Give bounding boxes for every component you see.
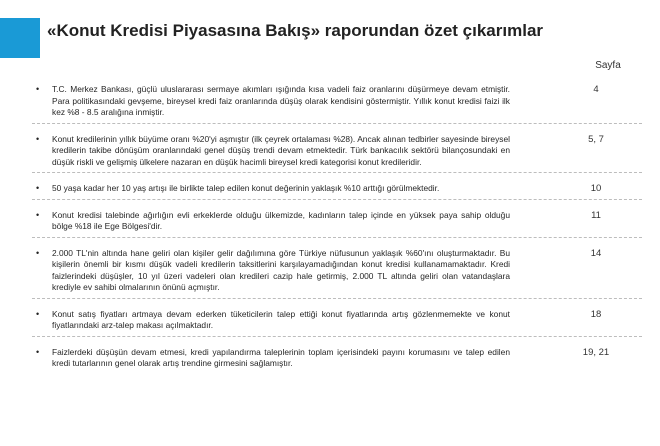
page-reference: 19, 21 [582, 346, 610, 358]
bullet: • [36, 84, 40, 94]
summary-row [32, 307, 642, 337]
summary-list [32, 82, 642, 382]
summary-text: Konut kredilerinin yıllık büyüme oranı %20'yi aşmıştır (ilk çeyrek ortalaması %28). Ancak alınan tedbirler sayesinde bireysel kredilerin takibe dönüşüm oranlarındaki genel düşüş trendi devam etmektedir. Türk bankacılık sektörü bilançosundaki en düşük riskli ve gelişmiş ülkelere nazaran en düşük hacimli bireysel kredi kategorisi konut kredileridir. [52, 133, 510, 167]
page-reference: 4 [593, 84, 599, 95]
summary-text: Konut satış fiyatları artmaya devam ederken tüketicilerin talep ettiği konut fiyatlarında artış gözlenmemekte ve konut fiyatlarındaki arz-talep makası açılmaktadır. [52, 308, 510, 330]
bullet: • [36, 183, 40, 193]
bullet: • [36, 346, 40, 357]
page-reference: 18 [590, 308, 602, 320]
bullet: • [36, 133, 40, 144]
summary-row [32, 132, 642, 174]
page-reference: 10 [590, 183, 602, 194]
summary-row [32, 208, 642, 238]
summary-text: 2.000 TL'nin altında hane geliri olan kişiler gelir dağılımına göre Türkiye nüfusunun yaklaşık %60'ını oluşturmaktadır. Bu kişilerin önemli bir kısmı düşük vadeli kredilerin taksitlerini karşılayamadığından konut kredisi kullanamamaktadır. Kredi faizlerindeki düşüşler, 10 yıl üzeri vadeleri olan kredileri cazip hale getirmiş, 2.000 TL altında geliri olan vatandaşlara krediyle ev sahibi olmalarının önünü açmıştır. [52, 247, 510, 292]
page-reference: 5, 7 [588, 133, 604, 145]
summary-text: 50 yaşa kadar her 10 yaş artışı ile birlikte talep edilen konut değerinin yaklaşık %10 arttığı görülmektedir. [52, 183, 440, 193]
summary-text: Konut kredisi talebinde ağırlığın evli erkeklerde olduğu ülkemizde, kadınların talep içinde en yüksek paya sahip olduğu bölge %18 ile Ege Bölgesi'dir. [52, 209, 510, 231]
page-reference: 11 [591, 209, 601, 221]
summary-text: Faizlerdeki düşüşün devam etmesi, kredi yapılandırma taleplerinin toplam içerisindeki payını korumasını ve talep edilen kredi tutarlarının genel olarak artış trendine girmesini sağlamıştır. [52, 346, 510, 368]
summary-row [32, 82, 642, 124]
summary-text: T.C. Merkez Bankası, güçlü uluslararası sermaye akımları ışığında kısa vadeli faiz oranlarını düşürmeye devam etmiştir. Para politikasındaki gevşeme, bireysel kredi faiz oranlarında düşüş olarak kendisini göstermiştir. Yıllık konut kredisi faizi ilk kez %8 - 8.5 aralığına inmiştir. [52, 84, 510, 117]
page-reference: 14 [590, 247, 602, 259]
summary-row [32, 345, 642, 374]
summary-row [32, 246, 642, 299]
page-column-header: Sayfa [595, 60, 621, 71]
bullet: • [36, 308, 40, 319]
bullet: • [36, 209, 40, 220]
accent-block [0, 18, 40, 58]
bullet: • [36, 247, 40, 258]
page-title: «Konut Kredisi Piyasasına Bakış» raporundan özet çıkarımlar [47, 21, 544, 40]
summary-row [32, 181, 642, 200]
